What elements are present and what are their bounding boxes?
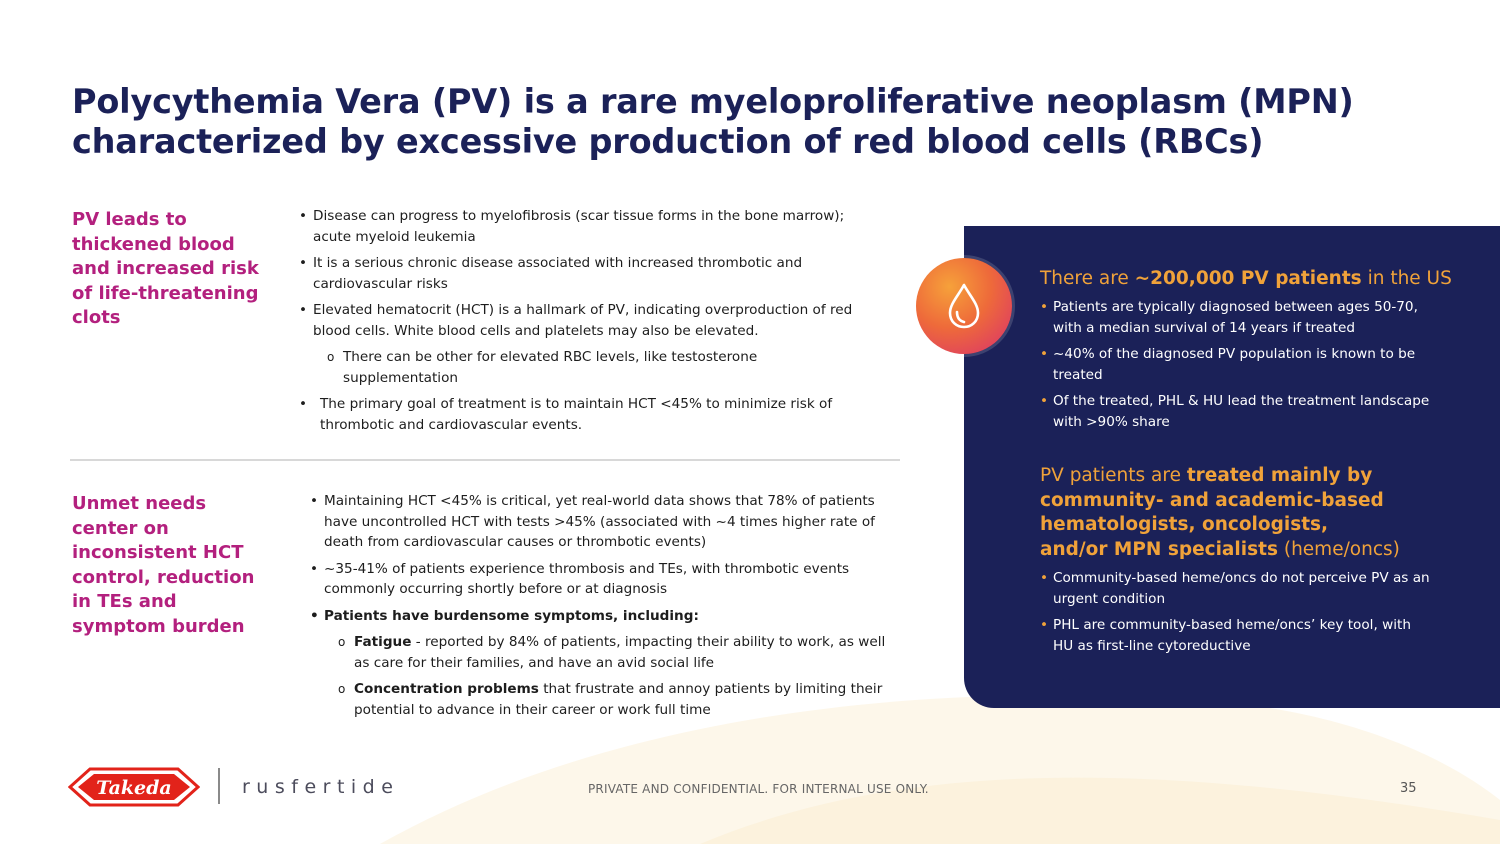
page-title [72,82,1372,162]
section1-heading-line: PV leads to [72,209,187,230]
title-line-2: characterized by excessive production of red blood cells (RBCs) [72,122,1264,161]
panel-heading-1-bold: ~200,000 PV patients [1134,268,1362,289]
concentration-text: that frustrate and annoy patients by limiting their potential to advance in their career or work full time [354,681,883,718]
panel-heading-2-bold: treated mainly by community- and academic-based hematologists, oncologists, and/or MPN specialists [1040,465,1384,560]
bullet-item: • It is a serious chronic disease associated with increased thrombotic and cardiovascular risks [299,253,869,294]
sub-bullet-fatigue [310,632,895,673]
section1-bullets [299,206,869,441]
bullet-item: • Elevated hematocrit (HCT) is a hallmark of PV, indicating overproduction of red blood cells. White blood cells and platelets may also be elevated. [299,300,869,341]
section1-heading-line: of life-threatening [72,282,259,304]
panel-bullet-item: • Of the treated, PHL & HU lead the treatment landscape with >90% share [1040,391,1440,432]
fatigue-text: - reported by 84% of patients, impacting their ability to work, as well as care for their families, and have an avid social life [354,634,886,671]
bullet-item: • The primary goal of treatment is to maintain HCT <45% to minimize risk of thrombotic and cardiovascular events. [299,394,869,435]
section2-heading-line: in TEs and [72,591,177,612]
brand-name: rusfertide [242,776,400,798]
page-number: 35 [1400,781,1417,796]
panel-heading-1 [1040,267,1460,292]
section1-heading-line: clots [72,307,121,328]
section2-heading-line: symptom burden [72,615,245,637]
title-line-1: Polycythemia Vera (PV) is a rare myeloproliferative neoplasm (MPN) [72,82,1354,121]
sub-bullet-item: o There can be other for elevated RBC levels, like testosterone supplementation [299,347,843,388]
panel-bullet-item: • PHL are community-based heme/oncs’ key tool, with HU as first-line cytoreductive [1040,615,1430,656]
section2-heading [72,492,254,639]
svg-text:Takeda: Takeda [96,777,172,799]
section2-heading-line: center on [72,517,169,539]
panel-bullet-item: • ~40% of the diagnosed PV population is known to be treated [1040,344,1440,385]
section2-heading-line: inconsistent HCT [72,542,244,563]
bullet-item: • ~35-41% of patients experience thrombosis and TEs, with thrombotic events commonly occurring shortly before or at diagnosis [310,559,895,600]
panel-heading-2 [1040,464,1400,562]
panel-list-1 [1040,297,1440,438]
section2-heading-line: Unmet needs [72,493,207,514]
panel-heading-1-pre: There are [1040,268,1135,289]
panel-heading-1-post: in the US [1361,268,1452,289]
bullet-item: • Disease can progress to myelofibrosis (scar tissue forms in the bone marrow); acute myeloid leukemia [299,206,869,247]
panel-bullet-item: • Patients are typically diagnosed between ages 50-70, with a median survival of 14 years if treated [1040,297,1440,338]
concentration-label: Concentration problems [354,681,539,697]
panel-heading-2-post: (heme/oncs) [1277,538,1400,560]
panel-bullet-item: • Community-based heme/oncs do not perceive PV as an urgent condition [1040,568,1430,609]
bullet-item: • Patients have burdensome symptoms, including: [310,606,895,627]
blood-drop-icon [916,258,1012,354]
section2-bullets [310,491,895,726]
section1-heading [72,208,259,331]
panel-heading-2-pre: PV patients are [1040,465,1187,486]
section-divider [70,459,900,461]
sub-bullet-concentration [310,679,895,720]
bullet-item: • Maintaining HCT <45% is critical, yet real-world data shows that 78% of patients have uncontrolled HCT with tests >45% (associated with ~4 times higher rate of death from cardiovascular causes or thrombotic events) [310,491,895,553]
confidential-notice: PRIVATE AND CONFIDENTIAL. FOR INTERNAL USE ONLY. [588,782,929,796]
takeda-logo [68,766,200,808]
panel-list-2 [1040,568,1430,662]
fatigue-label: Fatigue [354,634,412,650]
section1-heading-line: thickened blood [72,233,235,255]
section1-heading-line: and increased risk [72,258,259,279]
section2-heading-line: control, reduction [72,566,255,588]
footer-separator [218,768,220,804]
